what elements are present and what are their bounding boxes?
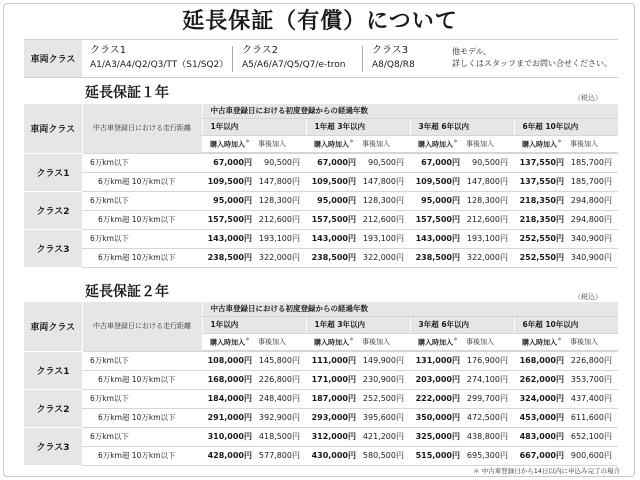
distance-cell: 6万km超 10万km以下 [82,446,202,465]
distance-cell: 6万km以下 [82,427,202,446]
price-purchase: 137,550円 [514,153,566,172]
price-purchase: 109,500円 [410,172,462,191]
price-after: 147,800円 [462,172,514,191]
purchase-label: 購入時加入 [418,338,453,347]
price-after: 212,600円 [462,210,514,229]
table-row [24,446,618,465]
table-row [24,408,618,427]
section-title-2yr: 延長保証２年 [85,284,169,300]
purchase-label: 購入時加入 [314,140,349,149]
price-after: 185,700円 [566,153,618,172]
price-purchase: 111,000円 [306,351,358,370]
class-cell: クラス1 [24,153,82,191]
price-purchase: 95,000円 [306,191,358,210]
distance-cell: 6万km超 10万km以下 [82,172,202,191]
vehicle-class-header: 車両クラス [24,104,82,153]
purchase-label: 購入時加入 [314,338,349,347]
price-after: 294,800円 [566,210,618,229]
price-purchase: 108,000円 [202,351,254,370]
price-purchase: 667,000円 [514,446,566,465]
distance-cell: 6万km超 10万km以下 [82,408,202,427]
class-name: クラス1 [90,45,127,56]
table-row [24,191,618,210]
table-row [24,370,618,389]
price-after: 611,600円 [566,408,618,427]
price-after: 340,900円 [566,248,618,267]
asterisk: ＊ [557,336,563,343]
price-purchase: 157,500円 [202,210,254,229]
price-after: 176,900円 [462,351,514,370]
price-purchase: 157,500円 [306,210,358,229]
distance-cell: 6万km以下 [82,389,202,408]
asterisk: ＊ [245,138,251,145]
class-legend [24,39,618,78]
price-type-header [202,333,306,350]
class-name: クラス2 [242,45,279,56]
price-after: 322,000円 [358,248,410,267]
tax-note: （税込） [574,293,602,301]
price-purchase: 218,350円 [514,191,566,210]
after-label: 事後加入 [258,338,287,347]
price-type-header [306,135,410,152]
class-models: A8/Q8/R8 [372,60,415,70]
price-after: 353,700円 [566,370,618,389]
asterisk: ＊ [349,138,355,145]
price-after: 145,800円 [254,351,306,370]
price-purchase: 137,550円 [514,172,566,191]
purchase-label: 購入時加入 [418,140,453,149]
price-purchase: 143,000円 [410,229,462,248]
price-purchase: 184,000円 [202,389,254,408]
after-label: 事後加入 [466,338,495,347]
purchase-label: 購入時加入 [210,140,245,149]
price-purchase: 291,000円 [202,408,254,427]
price-purchase: 203,000円 [410,370,462,389]
price-after: 577,800円 [254,446,306,465]
price-after: 90,500円 [254,153,306,172]
price-after: 580,500円 [358,446,410,465]
after-label: 事後加入 [362,338,391,347]
price-after: 226,800円 [566,351,618,370]
price-purchase: 430,000円 [306,446,358,465]
price-purchase: 238,500円 [306,248,358,267]
price-after: 226,800円 [254,370,306,389]
price-purchase: 109,500円 [306,172,358,191]
purchase-label: 購入時加入 [522,338,557,347]
price-after: 248,400円 [254,389,306,408]
price-after: 212,600円 [358,210,410,229]
price-purchase: 218,350円 [514,210,566,229]
distance-cell: 6万km以下 [82,153,202,172]
distance-cell: 6万km超 10万km以下 [82,210,202,229]
price-purchase: 222,000円 [410,389,462,408]
price-type-header [410,333,514,350]
period-header: 1年以内 [202,316,306,333]
price-after: 395,600円 [358,408,410,427]
price-after: 294,800円 [566,191,618,210]
years-elapsed-header: 中古車登録日における初度登録からの経過年数 [202,104,618,118]
price-purchase: 187,000円 [306,389,358,408]
after-label: 事後加入 [570,338,599,347]
price-purchase: 67,000円 [410,153,462,172]
price-type-header [410,135,514,152]
footnote: ＊ 中古車登録日から14日以内に申込み完了の場合 [473,467,620,475]
price-purchase: 157,500円 [410,210,462,229]
price-after: 128,300円 [358,191,410,210]
purchase-label: 購入時加入 [522,140,557,149]
price-after: 193,100円 [462,229,514,248]
price-purchase: 168,000円 [202,370,254,389]
price-after: 900,600円 [566,446,618,465]
price-after: 185,700円 [566,172,618,191]
price-purchase: 312,000円 [306,427,358,446]
price-purchase: 262,000円 [514,370,566,389]
price-type-header [514,333,618,350]
price-purchase: 67,000円 [202,153,254,172]
class-legend-note [452,46,612,70]
price-after: 652,100円 [566,427,618,446]
price-after: 418,500円 [254,427,306,446]
table-row [24,153,618,172]
table-row [24,389,618,408]
class-divider [232,46,233,72]
table-row [24,229,618,248]
price-purchase: 143,000円 [202,229,254,248]
price-after: 147,800円 [254,172,306,191]
distance-cell: 6万km超 10万km以下 [82,248,202,267]
price-after: 147,800円 [358,172,410,191]
price-after: 128,300円 [462,191,514,210]
price-after: 128,300円 [254,191,306,210]
price-purchase: 95,000円 [410,191,462,210]
price-after: 421,200円 [358,427,410,446]
class-models: A5/A6/A7/Q5/Q7/e-tron [242,60,346,70]
class-cell: クラス2 [24,191,82,229]
price-after: 438,800円 [462,427,514,446]
price-purchase: 131,000円 [410,351,462,370]
period-header: 1年超 3年以内 [306,316,410,333]
price-after: 340,900円 [566,229,618,248]
price-purchase: 238,500円 [410,248,462,267]
price-after: 193,100円 [358,229,410,248]
class-cell: クラス2 [24,389,82,427]
price-after: 212,600円 [254,210,306,229]
distance-header: 中古車登録日における走行距離 [82,302,202,351]
period-header: 3年超 6年以内 [410,118,514,135]
price-type-header [202,135,306,152]
price-after: 230,900円 [358,370,410,389]
class-models: A1/A3/A4/Q2/Q3/TT（S1/SQ2） [90,60,229,70]
price-purchase: 325,000円 [410,427,462,446]
years-elapsed-header: 中古車登録日における初度登録からの経過年数 [202,302,618,316]
distance-cell: 6万km以下 [82,191,202,210]
price-purchase: 171,000円 [306,370,358,389]
asterisk: ＊ [557,138,563,145]
period-header: 1年以内 [202,118,306,135]
price-after: 90,500円 [358,153,410,172]
class-legend-item-3 [372,43,415,73]
period-header: 1年超 3年以内 [306,118,410,135]
price-purchase: 168,000円 [514,351,566,370]
period-header: 6年超 10年以内 [514,316,618,333]
price-after: 392,900円 [254,408,306,427]
price-type-header [306,333,410,350]
warranty-table-1yr [24,104,618,268]
distance-cell: 6万km以下 [82,351,202,370]
asterisk: ＊ [453,138,459,145]
price-purchase: 324,000円 [514,389,566,408]
distance-cell: 6万km以下 [82,229,202,248]
price-after: 695,300円 [462,446,514,465]
class-cell: クラス3 [24,229,82,267]
price-purchase: 310,000円 [202,427,254,446]
after-label: 事後加入 [362,140,391,149]
price-after: 322,000円 [462,248,514,267]
class-legend-header: 車両クラス [24,40,82,77]
price-after: 193,100円 [254,229,306,248]
price-after: 149,900円 [358,351,410,370]
period-header: 6年超 10年以内 [514,118,618,135]
table-row [24,248,618,267]
price-purchase: 428,000円 [202,446,254,465]
price-purchase: 252,550円 [514,229,566,248]
tax-note: （税込） [574,94,602,102]
price-purchase: 453,000円 [514,408,566,427]
price-purchase: 109,500円 [202,172,254,191]
price-after: 299,700円 [462,389,514,408]
class-name: クラス3 [372,45,409,56]
price-after: 90,500円 [462,153,514,172]
price-after: 472,500円 [462,408,514,427]
price-after: 437,400円 [566,389,618,408]
price-purchase: 95,000円 [202,191,254,210]
price-purchase: 238,500円 [202,248,254,267]
asterisk: ＊ [453,336,459,343]
section-title-1yr: 延長保証１年 [85,85,169,101]
vehicle-class-header: 車両クラス [24,302,82,351]
class-legend-item-2 [242,43,345,73]
price-after: 322,000円 [254,248,306,267]
note-line-2: 詳しくはスタッフまでお問い合せください。 [452,59,612,68]
distance-cell: 6万km超 10万km以下 [82,370,202,389]
table-row [24,172,618,191]
price-after: 252,500円 [358,389,410,408]
page-title: 延長保証（有償）について [182,9,458,34]
price-purchase: 252,550円 [514,248,566,267]
table-row [24,427,618,446]
after-label: 事後加入 [570,140,599,149]
price-type-header [514,135,618,152]
price-purchase: 143,000円 [306,229,358,248]
purchase-label: 購入時加入 [210,338,245,347]
distance-header: 中古車登録日における走行距離 [82,104,202,153]
price-purchase: 515,000円 [410,446,462,465]
note-line-1: 他モデル、 [452,47,491,56]
warranty-table-2yr [24,302,618,466]
after-label: 事後加入 [258,140,287,149]
table-row [24,351,618,370]
period-header: 3年超 6年以内 [410,316,514,333]
price-purchase: 350,000円 [410,408,462,427]
price-after: 274,100円 [462,370,514,389]
class-divider [362,46,363,72]
asterisk: ＊ [349,336,355,343]
class-cell: クラス3 [24,427,82,465]
table-row [24,210,618,229]
class-cell: クラス1 [24,351,82,389]
price-purchase: 483,000円 [514,427,566,446]
price-purchase: 293,000円 [306,408,358,427]
class-legend-item-1 [90,43,228,73]
price-purchase: 67,000円 [306,153,358,172]
after-label: 事後加入 [466,140,495,149]
asterisk: ＊ [245,336,251,343]
